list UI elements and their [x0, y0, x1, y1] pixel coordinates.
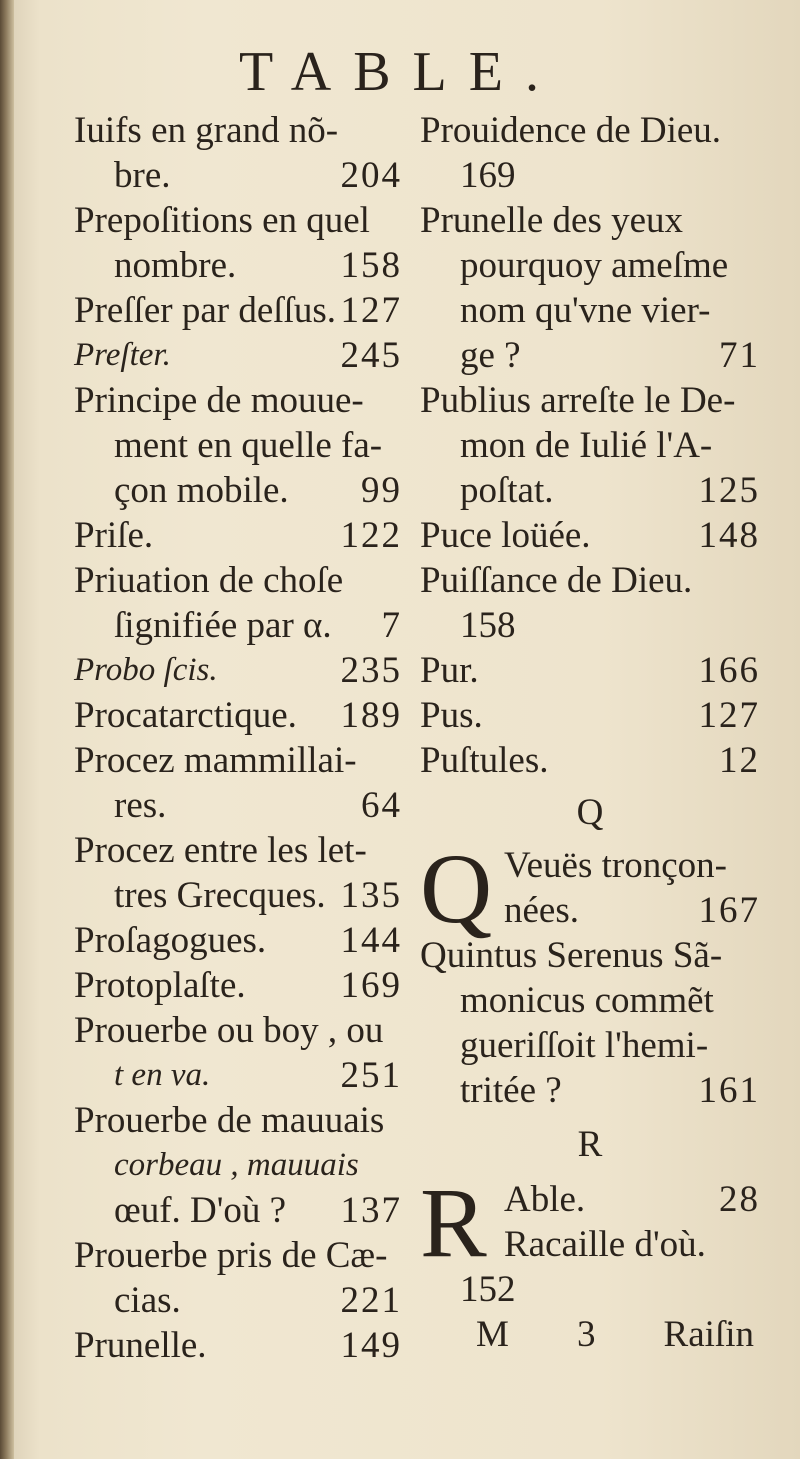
index-entry: gueriſſoit l'hemi- — [460, 1025, 709, 1066]
index-entry: Puiſſance de Dieu. — [420, 560, 693, 601]
index-entry: bre. 204 — [114, 155, 402, 196]
drop-cap-r: R — [420, 1167, 487, 1278]
index-entry: tritée ? 161 — [460, 1070, 760, 1111]
index-entry: Puſtules. 12 — [420, 740, 760, 781]
index-entry: nombre. 158 — [114, 245, 402, 286]
index-entry: nom qu'vne vier- — [460, 290, 711, 331]
drop-cap-q: Q — [420, 833, 493, 944]
index-entry: Veuës tronçon- — [504, 845, 727, 886]
section-q-initial — [420, 833, 760, 944]
right-column — [420, 108, 760, 1357]
index-entry: Priſe. 122 — [74, 515, 402, 556]
page-title: TABLE. — [239, 41, 561, 103]
page-footer — [420, 1312, 760, 1357]
index-entry: 169 — [460, 155, 516, 196]
page-gutter — [0, 0, 14, 1459]
index-entry: Procez entre les let- — [74, 830, 367, 871]
index-entry: Priuation de choſe — [74, 560, 344, 601]
index-entry: nées. 167 — [504, 890, 760, 931]
index-entry: Protoplaſte. 169 — [74, 965, 402, 1006]
index-entry: Quintus Serenus Sã- — [420, 935, 723, 976]
index-entry: Procez mammillai- — [74, 740, 357, 781]
section-heading-r: R — [577, 1124, 603, 1165]
section-heading-q: Q — [576, 792, 604, 833]
index-entry: Iuifs en grand nõ- — [74, 110, 339, 151]
index-entry: Prunelle des yeux — [420, 200, 684, 241]
index-entry: ment en quelle fa- — [114, 425, 383, 466]
index-entry: Publius arreſte le De- — [420, 380, 736, 421]
index-entry: Racaille d'où. — [504, 1224, 706, 1265]
index-entry: Preſſer par deſſus. 127 — [74, 290, 402, 331]
index-entry: Proſagogues. 144 — [74, 920, 402, 961]
index-entry: mon de Iulié l'A- — [460, 425, 713, 466]
index-entry: Prouerbe pris de Cæ- — [74, 1235, 388, 1276]
index-entry: œuf. D'où ? 137 — [114, 1190, 402, 1231]
index-entry: Prouidence de Dieu. — [420, 110, 722, 151]
catchword: Raiſin — [663, 1314, 754, 1355]
section-r-initial — [420, 1167, 760, 1278]
index-entry: poſtat. 125 — [460, 470, 760, 511]
index-entry: ge ? 71 — [460, 335, 760, 376]
index-entry: Procatarctique. 189 — [74, 695, 402, 736]
index-entry: Prouerbe ou boy , ou — [74, 1010, 384, 1051]
index-entry: çon mobile. 99 — [114, 470, 402, 511]
index-entry: 152 — [460, 1269, 516, 1310]
signature-mark: M — [476, 1314, 509, 1355]
index-entry: Probo ſcis. 235 — [74, 650, 402, 691]
index-entry: Preſter. 245 — [74, 335, 402, 376]
index-entry: Prunelle. 149 — [74, 1325, 402, 1366]
index-entry: tres Grecques. 135 — [114, 875, 402, 916]
index-entry: Prouerbe de mauuais — [74, 1100, 385, 1141]
index-entry: pourquoy ameſme — [460, 245, 729, 286]
index-entry: Prepoſitions en quel — [74, 200, 370, 241]
signature-number: 3 — [576, 1314, 596, 1355]
index-entry: Pus. 127 — [420, 695, 760, 736]
index-entry: t en va. 251 — [114, 1055, 402, 1096]
index-entry: ſignifiée par α. 7 — [114, 605, 402, 646]
index-entry: cias. 221 — [114, 1280, 402, 1321]
index-entry: Principe de mouue- — [74, 380, 364, 421]
index-entry: 158 — [460, 605, 516, 646]
index-entry: Able. 28 — [504, 1179, 760, 1220]
left-column — [74, 108, 402, 1368]
index-entry: Pur. 166 — [420, 650, 760, 691]
index-entry: monicus commẽt — [460, 980, 714, 1021]
index-entry: corbeau , mauuais — [114, 1147, 359, 1183]
index-entry: Puce loüée. 148 — [420, 515, 760, 556]
index-entry: res. 64 — [114, 785, 402, 826]
